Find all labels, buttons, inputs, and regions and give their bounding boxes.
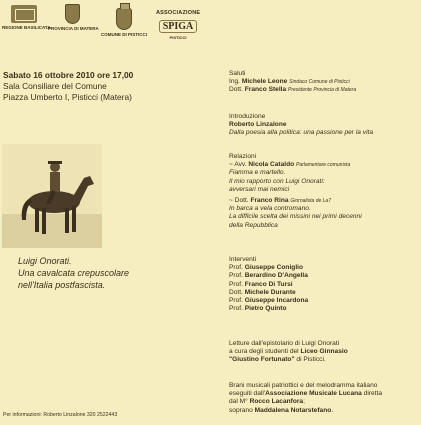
talk-line: della Repubblica xyxy=(229,221,278,229)
musica-line xyxy=(229,407,382,415)
contact-info: Per informazioni: Roberto Linzalone 320 2522443 xyxy=(3,412,118,418)
speaker-name: Franco Rina xyxy=(250,197,289,205)
speaker-row xyxy=(229,197,362,205)
letture-line: Letture dall'epistolario di Luigi Onorati xyxy=(229,340,340,347)
speaker-name: Michele Leone xyxy=(241,78,288,86)
section-heading: Interventi xyxy=(229,256,257,263)
speaker-role: Parlamentare comunista xyxy=(296,162,351,169)
section-heading: Introduzione xyxy=(229,113,266,120)
speaker-title: Prof. xyxy=(229,305,245,313)
conductor-name: Rocco Lacanfora xyxy=(249,398,304,406)
logo-caption: PROVINCIA DI MATERA xyxy=(48,26,99,31)
ensemble-name: Associazione Musicale Lucana xyxy=(265,390,362,398)
musica-text: . xyxy=(331,406,334,414)
musica-text: dal M° xyxy=(229,398,250,406)
provincia-matera-logo xyxy=(48,4,99,31)
shield-icon xyxy=(65,4,80,24)
talk-line: Fiamma e martello. xyxy=(229,169,286,177)
musica-text: diretta xyxy=(361,390,383,398)
speaker-role: Presidente Provincia di Matera xyxy=(288,87,357,94)
speaker-name: Pietro Quinto xyxy=(244,305,287,313)
musica-text: soprano xyxy=(229,406,255,414)
speaker-row xyxy=(229,297,308,305)
regione-basilicata-logo xyxy=(2,5,51,30)
speaker-name: Franco Stella xyxy=(244,86,287,94)
event-info xyxy=(3,70,133,103)
association-sub: PISTICCI xyxy=(169,35,187,40)
speaker-row xyxy=(229,78,356,86)
musica-text: ; xyxy=(303,398,305,406)
speaker-name: Giuseppe Incardona xyxy=(244,297,309,305)
title-line: Luigi Onorati. xyxy=(18,256,72,266)
talk-line: La difficile scelta dei missini nei primi decenni xyxy=(229,213,362,221)
musica-section xyxy=(229,382,382,415)
letture-line xyxy=(229,356,348,364)
speaker-title: Prof. xyxy=(229,272,245,280)
spiga-association-logo xyxy=(156,10,200,40)
speaker-row xyxy=(229,281,308,289)
talk-line: avversari mai nemici xyxy=(229,185,290,193)
speaker-title: ~ Dott. xyxy=(229,197,251,205)
speaker-row xyxy=(229,264,308,272)
speaker-title: Prof. xyxy=(229,264,245,272)
event-datetime: Sabato 16 ottobre 2010 ore 17,00 xyxy=(3,70,134,80)
event-venue: Sala Consiliare del Comune xyxy=(3,81,107,91)
speaker-title: Dott. xyxy=(229,288,245,296)
speaker-row xyxy=(229,289,308,297)
presentation-title xyxy=(18,255,129,291)
school-name: "Giustino Fortunato" xyxy=(229,356,295,364)
speaker-title: ~ Avv. xyxy=(229,161,249,169)
saluti-section xyxy=(229,70,356,95)
title-line: nell'Italia postfascista. xyxy=(18,280,106,290)
speaker-title: Prof. xyxy=(229,297,245,305)
section-heading: Saluti xyxy=(229,70,246,77)
logo-caption: COMUNE DI PISTICCI xyxy=(100,32,147,37)
speaker-title: Prof. xyxy=(229,280,245,288)
interventi-section xyxy=(229,256,308,313)
title-line: Una cavalcata crepuscolare xyxy=(18,268,130,278)
association-name: SPIGA xyxy=(159,20,198,33)
speaker-title: Ing. xyxy=(229,78,242,86)
introduzione-section xyxy=(229,113,373,138)
speaker-name: Nicola Cataldo xyxy=(248,161,295,169)
comune-pisticci-logo xyxy=(100,8,148,37)
talk-topic: Dalla poesia alla politica: una passione per la vita xyxy=(229,129,374,137)
letture-text: a cura degli studenti del xyxy=(229,348,301,356)
musica-line xyxy=(229,398,382,406)
speaker-row xyxy=(229,305,308,313)
speaker-title: Dott. xyxy=(229,86,245,94)
letture-text: di Pisticci. xyxy=(294,356,326,364)
speaker-name: Franco Di Tursi xyxy=(244,280,293,288)
speaker-name: Michele Durante xyxy=(244,288,296,296)
soprano-name: Maddalena Notarstefano xyxy=(254,406,332,414)
speaker-row xyxy=(229,161,362,169)
horse-rider-photo xyxy=(2,144,102,248)
talk-line: Il mio rapporto con Luigi Onorati: xyxy=(229,177,325,185)
letture-section xyxy=(229,340,348,365)
speaker-role: Sindaco Comune di Pisticci xyxy=(289,79,350,86)
musica-text: eseguiti dall' xyxy=(229,390,266,398)
crest-icon xyxy=(116,8,132,30)
school-name: Liceo Ginnasio xyxy=(300,348,348,356)
letture-line xyxy=(229,348,348,356)
speaker-row xyxy=(229,272,308,280)
musica-line: Brani musicali patriottici e del melodramma italiano xyxy=(229,382,378,389)
relazioni-section xyxy=(229,153,362,230)
regione-basilicata-icon xyxy=(11,5,37,23)
association-title: ASSOCIAZIONE xyxy=(156,10,201,16)
speaker-role: Giornalista de La7 xyxy=(290,198,331,205)
speaker-row xyxy=(229,86,356,94)
speaker-name: Roberto Linzalone xyxy=(229,121,287,129)
event-address: Piazza Umberto I, Pisticci (Matera) xyxy=(3,92,132,102)
speaker-name: Berardino D'Angella xyxy=(244,272,308,280)
section-heading: Relazioni xyxy=(229,153,257,160)
logo-caption: REGIONE BASILICATA xyxy=(2,25,51,30)
speaker-name: Giuseppe Coniglio xyxy=(244,264,304,272)
talk-line: In barca a vela contromano. xyxy=(229,205,311,213)
horse-rider-icon xyxy=(2,144,102,248)
